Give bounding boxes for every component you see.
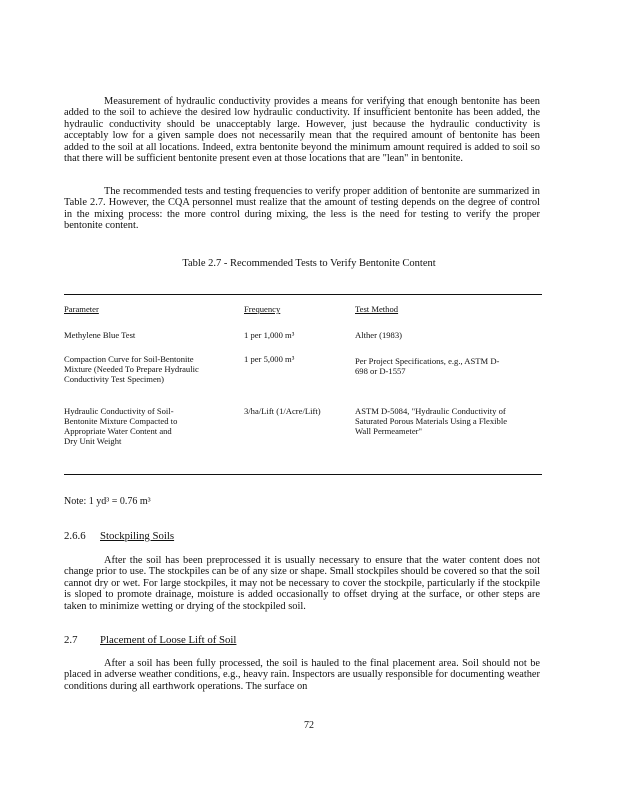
table-caption: Table 2.7 - Recommended Tests to Verify Bentonite Content xyxy=(182,258,436,269)
table-cell-method: Alther (1983) xyxy=(355,330,403,340)
table-header-frequency: Frequency xyxy=(244,304,281,314)
table-cell-frequency: 1 per 5,000 m³ xyxy=(244,354,295,364)
table-cell-parameter: Hydraulic Conductivity of Soil-Bentonite Mixture Compacted to Appropriate Water Content and Dry Unit Weight xyxy=(64,406,178,446)
table-cell-parameter: Compaction Curve for Soil-Bentonite Mixture (Needed To Prepare Hydraulic Conductivity Test Specimen) xyxy=(64,354,199,384)
section-number: 2.6.6 xyxy=(64,530,86,542)
paragraph-stockpiling xyxy=(64,555,540,612)
section-title: Stockpiling Soils xyxy=(100,530,175,542)
page-number: 72 xyxy=(304,720,314,731)
section-number: 2.7 xyxy=(64,634,78,646)
table-cell-frequency: 3/ha/Lift (1/Acre/Lift) xyxy=(244,406,321,416)
section-heading-placement xyxy=(64,634,236,646)
paragraph-placement xyxy=(64,658,540,692)
table-header-method: Test Method xyxy=(355,304,399,314)
table-cell-method: Per Project Specifications, e.g., ASTM D-698 or D-1557 xyxy=(355,356,500,376)
table-cell-method: ASTM D-5084, "Hydraulic Conductivity of Saturated Porous Materials Using a Flexible Wall Permeameter" xyxy=(355,406,508,436)
paragraph-text: The recommended tests and testing frequencies to verify proper addition of bentonite are summarized in Table 2.7. However, the CQA personnel must realize that the amount of testing depends on the degree of control in the mixing process: the more control during mixing, the less is the need for testing to verify the proper bentonite content. xyxy=(64,186,540,232)
table-header-parameter: Parameter xyxy=(64,304,99,314)
table-cell-parameter: Methylene Blue Test xyxy=(64,330,136,340)
paragraph-text: Measurement of hydraulic conductivity provides a means for verifying that enough bentonite has been added to the soil to achieve the desired low hydraulic conductivity. If insufficient bentonite has been added, the hydraulic conductivity should be unacceptably large. However, just because the hydraulic conductivity is acceptably low for a given sample does not necessarily mean that the required amount of bentonite has been added to the soil at all locations. Indeed, extra bentonite beyond the minimum amount required is added to soil so that there will be sufficient bentonite present even at those locations that are "lean" in bentonite. xyxy=(64,96,540,165)
paragraph-hydraulic-conductivity xyxy=(64,96,540,164)
paragraph-text: After a soil has been fully processed, the soil is hauled to the final placement area. Soil should not be placed in adverse weather conditions, e.g., heavy rain. Inspectors are usually responsible for documenting weather conditions during all earthwork operations. The surface on xyxy=(64,658,540,692)
table-cell-frequency: 1 per 1,000 m³ xyxy=(244,330,295,340)
table-top-rule xyxy=(64,294,542,295)
section-title: Placement of Loose Lift of Soil xyxy=(100,634,237,646)
paragraph-recommended-tests xyxy=(64,186,540,232)
section-heading-stockpiling xyxy=(64,530,174,542)
paragraph-text: After the soil has been preprocessed it is usually necessary to ensure that the water content does not change prior to use. The stockpiles can be of any size or shape. Small stockpiles should be covered so that the soil cannot dry or wet. For large stockpiles, it may not be necessary to cover the stockpile, particularly if the stockpile is sloped to promote drainage, moisture is added occasionally to offset drying at the surface, or other steps are taken to minimize wetting or drying of the stockpiled soil. xyxy=(64,555,540,612)
table-note: Note: 1 yd³ = 0.76 m³ xyxy=(64,496,151,507)
table-bottom-rule xyxy=(64,474,542,475)
